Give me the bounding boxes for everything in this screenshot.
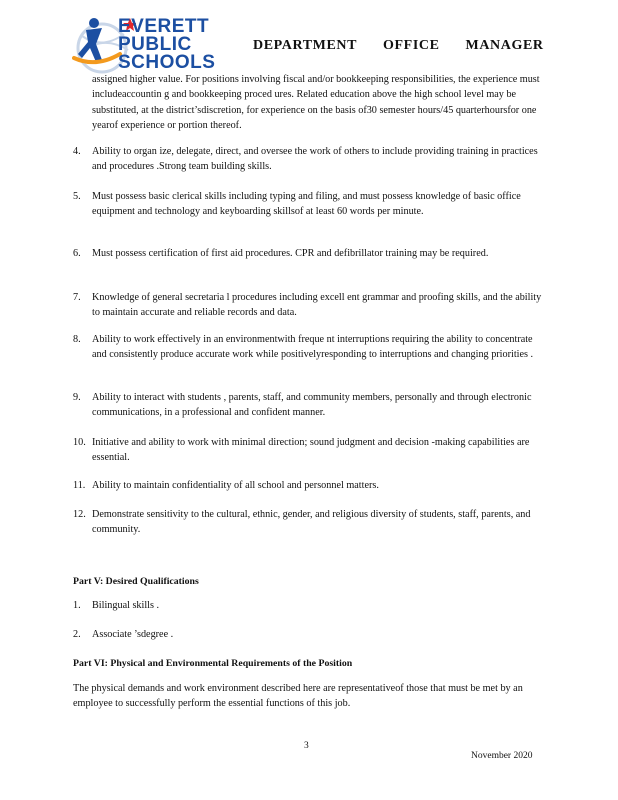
part-vi-paragraph: The physical demands and work environment described here are representativeof those that must be met by an employee to successfully perform the essential functions of this job.: [73, 683, 523, 710]
item-number: 11.: [73, 480, 86, 491]
list-item: [73, 478, 543, 493]
logo-line-1: EVERETT: [118, 16, 210, 37]
item-text: Associate ’sdegree .: [92, 629, 174, 640]
title-word-2: OFFICE: [383, 38, 440, 53]
title-word-1: DEPARTMENT: [253, 38, 358, 53]
list-item: [73, 435, 543, 466]
list-item: [73, 507, 543, 538]
page-number: 3: [304, 741, 309, 751]
section-heading-part-vi: Part VI: Physical and Environmental Requirements of the Position: [73, 658, 353, 669]
footer-date: November 2020: [471, 751, 533, 761]
item-text: Must possess basic clerical skills including typing and filing, and must possess knowledge of basic office equipment and technology and keyboarding skillsof at least 60 words per minute.: [92, 191, 521, 218]
list-item: [73, 332, 543, 363]
item-text: Demonstrate sensitivity to the cultural, ethnic, gender, and religious diversity of students, staff, parents, and community.: [92, 509, 531, 536]
item-number: 12.: [73, 509, 86, 520]
section-heading-part-v: Part V: Desired Qualifications: [73, 576, 199, 587]
district-logo: [72, 12, 262, 78]
list-item: [73, 390, 543, 421]
list-item: [73, 189, 543, 220]
item-text: Ability to interact with students , parents, staff, and community members, personally and through electronic communications, in a professional and confident manner.: [92, 392, 532, 419]
item-number: 2.: [73, 629, 81, 640]
item-number: 8.: [73, 334, 81, 345]
list-item: [73, 144, 543, 175]
continuation-paragraph: assigned higher value. For positions involving fiscal and/or bookkeeping responsibilities, the experience must includeaccountin g and bookkeeping proced ures. Related education above the high school level may be substituted, at the district’sdiscretion, for experience on the basis of30 semester hours/45 quarterhoursfor one yearof experience or portion thereof.: [92, 74, 540, 131]
item-text: Bilingual skills .: [92, 600, 160, 611]
logo-line-2: PUBLIC: [118, 34, 192, 55]
item-number: 4.: [73, 146, 81, 157]
item-number: 5.: [73, 191, 81, 202]
item-text: Ability to maintain confidentiality of all school and personnel matters.: [92, 480, 379, 491]
title-word-3: MANAGER: [465, 38, 544, 53]
list-item: [73, 598, 543, 613]
item-number: 1.: [73, 600, 81, 611]
item-text: Must possess certification of first aid procedures. CPR and defibrillator training may be required.: [92, 248, 489, 259]
list-item: [73, 246, 543, 261]
document-title: [253, 38, 570, 54]
item-number: 10.: [73, 437, 86, 448]
item-text: Initiative and ability to work with minimal direction; sound judgment and decision -making capabilities are essential.: [92, 437, 530, 464]
item-number: 6.: [73, 248, 81, 259]
item-number: 7.: [73, 292, 81, 303]
list-item: [73, 290, 543, 321]
item-text: Ability to organ ize, delegate, direct, and oversee the work of others to include providing training in practices and procedures .Strong team building skills.: [92, 146, 538, 173]
item-text: Ability to work effectively in an environmentwith freque nt interruptions requiring the ability to concentrate and consistently produce accurate work while positivelyresponding to interruptions and changing priorities .: [92, 334, 534, 361]
list-item: [73, 627, 543, 642]
logo-wordmark: [118, 18, 215, 72]
item-number: 9.: [73, 392, 81, 403]
logo-line-3: SCHOOLS: [118, 52, 216, 73]
item-text: Knowledge of general secretaria l procedures including excell ent grammar and proofing skills, and the ability to maintain accurate and reliable records and data.: [92, 292, 542, 319]
